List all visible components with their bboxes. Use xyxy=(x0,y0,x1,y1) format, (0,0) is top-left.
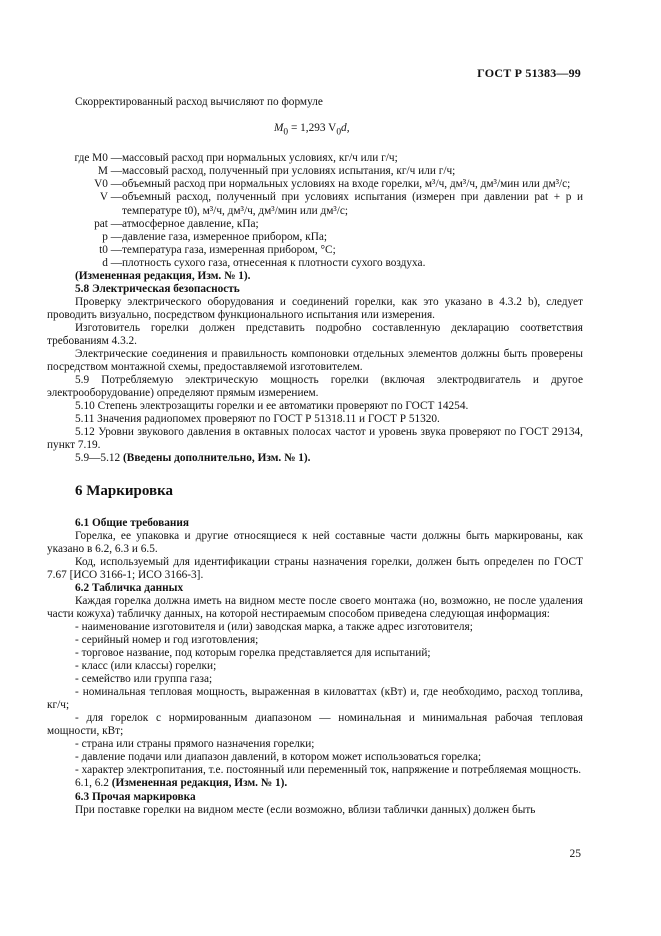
list-item: - давление подачи или диапазон давлений, в котором может использоваться горелка; xyxy=(75,751,482,764)
definition-row xyxy=(47,231,583,244)
page-number: 25 xyxy=(569,848,581,860)
paragraph: Каждая горелка должна иметь на видном месте после своего монтажа (но, возможно, не после удаления части кожуха) табличку данных, на которой нестираемым способом приведена следующая информация: xyxy=(47,594,583,620)
subsection-6-3-title: 6.3 Прочая маркировка xyxy=(75,790,196,803)
formula-tail: d, xyxy=(341,122,350,135)
def-symbol: d — xyxy=(102,256,122,269)
def-symbol: t0 — xyxy=(99,243,122,256)
def-symbol: V0 — xyxy=(94,178,122,191)
amendment-6-1-6-2 xyxy=(47,777,583,790)
clause-5-11: 5.11 Значения радиопомех проверяют по ГОСТ Р 51318.11 и ГОСТ Р 51320. xyxy=(75,413,440,426)
list-item: - для горелок с нормированным диапазоном — номинальная и минимальная рабочая тепловая мощности, кВт; xyxy=(47,712,583,738)
formula-rest: = 1,293 V xyxy=(288,122,337,135)
formula xyxy=(47,122,583,139)
amendment-clauses: 6.1, 6.2 xyxy=(75,777,112,790)
list-item: - торговое название, под которым горелка представляется для испытаний; xyxy=(75,646,431,659)
subsection-6-2-title: 6.2 Табличка данных xyxy=(75,581,184,594)
subsection-5-8-title: 5.8 Электрическая безопасность xyxy=(75,282,240,295)
standard-header: ГОСТ Р 51383—99 xyxy=(477,66,581,80)
definition-row xyxy=(47,257,583,270)
definition-row xyxy=(47,191,583,217)
section-6-heading: 6 Маркировка xyxy=(75,483,174,500)
symbol-definitions xyxy=(47,152,583,269)
def-text: атмосферное давление, кПа; xyxy=(122,217,259,230)
def-text: давление газа, измеренное прибором, кПа; xyxy=(122,230,328,243)
clause-5-9: 5.9 Потребляемую электрическую мощность горелки (включая электродвигатель и другое электрооборудование) определяют прямым измерением. xyxy=(47,374,583,400)
list-item: - характер электропитания, т.е. постоянный или переменный ток, напряжение и потребляемая мощность. xyxy=(75,764,582,777)
paragraph: Горелка, ее упаковка и другие относящиеся к ней составные части должны быть маркированы, как указано в 6.2, 6.3 и 6.5. xyxy=(47,529,583,555)
def-symbol: где M0 — xyxy=(74,152,122,165)
definition-row xyxy=(47,218,583,231)
def-text: массовый расход, полученный при условиях испытания, кг/ч или г/ч; xyxy=(122,165,456,178)
formula-v-sub: 0 xyxy=(336,127,342,138)
clause-5-12: 5.12 Уровни звукового давления в октавных полосах частот и уровень звука проверяют по ГОСТ 29134, пункт 7.19. xyxy=(47,426,583,452)
list-item: - класс (или классы) горелки; xyxy=(75,660,217,673)
def-text: объемный расход при нормальных условиях на входе горелки, м³/ч, дм³/ч, дм³/мин или дм³/с; xyxy=(122,178,571,191)
list-item: - семейство или группа газа; xyxy=(75,673,213,686)
def-symbol: p — xyxy=(102,230,122,243)
list-item: - наименование изготовителя и (или) заводская марка, а также адрес изготовителя; xyxy=(75,620,473,633)
paragraph: Код, используемый для идентификации страны назначения горелки, должен быть определен по ГОСТ 7.67 [ИСО 3166-1; ИСО 3166-3]. xyxy=(47,555,583,581)
list-item: - номинальная тепловая мощность, выраженная в киловаттах (кВт) и, где необходимо, расход топлива, кг/ч; xyxy=(47,686,583,712)
formula-lhs-sub: 0 xyxy=(283,127,289,138)
definition-row xyxy=(47,244,583,257)
def-text: плотность сухого газа, отнесенная к плотности сухого воздуха. xyxy=(122,256,426,269)
list-item: - серийный номер и год изготовления; xyxy=(75,633,259,646)
list-item: - страна или страны прямого назначения горелки; xyxy=(75,738,315,751)
def-text: массовый расход при нормальных условиях, кг/ч или г/ч; xyxy=(122,152,398,165)
def-text: объемный расход, полученный при условиях испытания (измерен при давлении pat + p и температуре t0), м³/ч, дм³/ч, дм³/мин или дм³/с; xyxy=(122,191,583,217)
formula-intro: Скорректированный расход вычисляют по формуле xyxy=(75,96,323,108)
amendment-5-9-5-12 xyxy=(47,452,583,465)
paragraph: Изготовитель горелки должен представить подробно составленную декларацию соответствия требованиям 4.3.2. xyxy=(47,321,583,347)
formula-lhs: M xyxy=(274,122,284,135)
amendment-clauses: 5.9—5.12 xyxy=(75,452,124,465)
amendment-note: (Измененная редакция, Изм. № 1). xyxy=(111,777,288,790)
def-symbol: pat — xyxy=(94,217,122,230)
paragraph: При поставке горелки на видном месте (если возможно, вблизи таблички данных) должен быть xyxy=(75,803,536,816)
paragraph: Электрические соединения и правильность компоновки отдельных элементов должны быть проверены посредством монтажной схемы, предоставляемой изготовителем. xyxy=(47,348,583,374)
clause-5-10: 5.10 Степень электрозащиты горелки и ее автоматики проверяют по ГОСТ 14254. xyxy=(75,400,469,413)
def-symbol: V — xyxy=(99,191,122,204)
def-symbol: M — xyxy=(97,165,122,178)
paragraph: Проверку электрического оборудования и соединений горелки, как это указано в 4.3.2 b), следует проводить визуально, посредством функционального испытания или измерения. xyxy=(47,295,583,321)
amendment-note: (Введены дополнительно, Изм. № 1). xyxy=(123,452,311,465)
page-content xyxy=(47,96,583,817)
subsection-6-1-title: 6.1 Общие требования xyxy=(75,516,189,529)
definition-row xyxy=(47,165,583,178)
definition-row xyxy=(47,178,583,191)
definition-row xyxy=(47,152,583,165)
def-text: температура газа, измеренная прибором, °С; xyxy=(122,243,336,256)
amendment-note: (Измененная редакция, Изм. № 1). xyxy=(75,269,251,282)
